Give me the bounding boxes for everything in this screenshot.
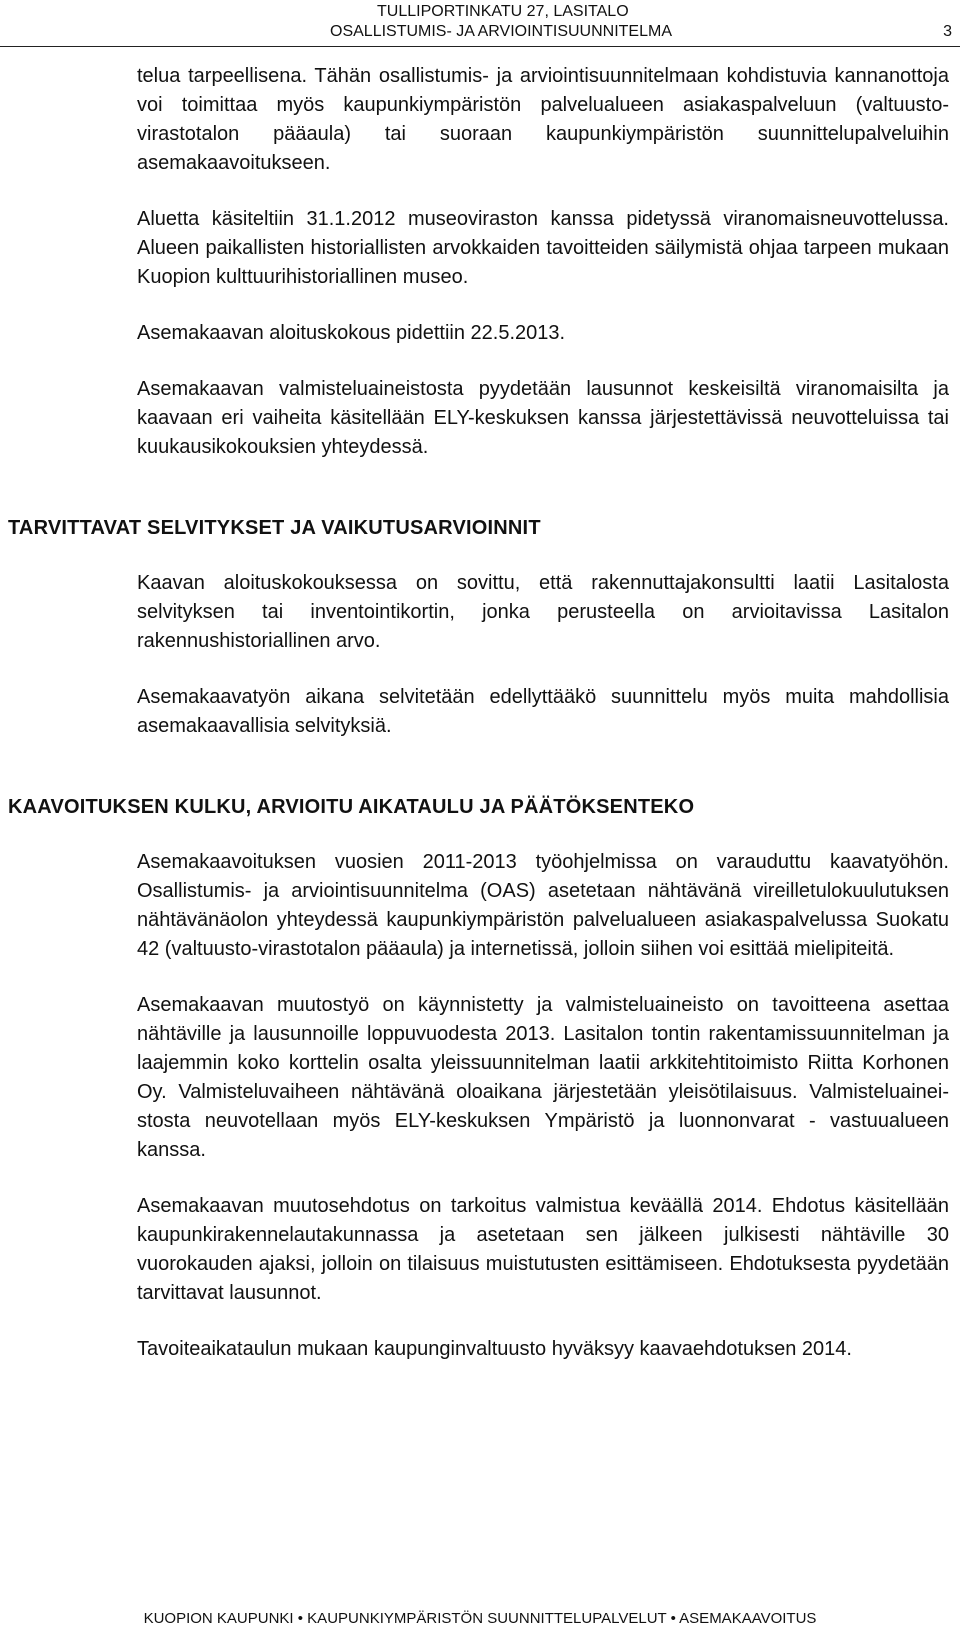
section2-paragraph-3: Asemakaavan muutosehdotus on tarkoitus valmistua keväällä 2014. Ehdotus käsitellään kaupunkirakennelautakunnassa ja asetetaan sen jälkeen julkisesti nähtäville 30 vuorokauden ajaksi, jolloin on tilaisuus muistutusten esittämiseen. Ehdotuksesta pyydetään tarvittavat lausunnot. bbox=[137, 1195, 949, 1304]
section1-paragraph-1: Kaavan aloituskokouksessa on sovittu, että rakennuttajakonsultti laatii Lasitalosta selvityksen tai inventointikortin, jonka perusteella on arvioitavissa Lasitalon rakennushistoriallinen arvo. bbox=[137, 572, 949, 652]
section2-paragraph-2: Asemakaavan muutostyö on käynnistetty ja valmisteluaineisto on tavoitteena asettaa nähtäville ja lausunnoille loppuvuodesta 2013. Lasitalon tontin rakentamissuunnitelman ja laajemmin koko korttelin osalta yleissuunnitelman laatii arkkitehtitoimisto Riitta Korhonen Oy. Valmisteluvaiheen nähtävänä oloaikana järjestetään yleisötilaisuus. Valmisteluaineistosta neuvotellaan myös ELY-keskuksen Ympäristö ja luonnonvarat - vastuualueen kanssa. bbox=[137, 994, 949, 1161]
section-heading-kaavoituksen-kulku: KAAVOITUKSEN KULKU, ARVIOITU AIKATAULU JA PÄÄTÖKSENTEKO bbox=[8, 796, 695, 818]
header-address: TULLIPORTINKATU 27, LASITALO bbox=[377, 3, 629, 20]
page-header bbox=[0, 0, 960, 48]
section1-paragraph-2: Asemakaavatyön aikana selvitetään edellyttääkö suunnittelu myös muita mahdollisia asemakaavallisia selvityksiä. bbox=[137, 686, 949, 737]
section-heading-selvitykset: TARVITTAVAT SELVITYKSET JA VAIKUTUSARVIOINNIT bbox=[8, 517, 541, 539]
intro-paragraph-2: Aluetta käsiteltiin 31.1.2012 museoviraston kanssa pidetyssä viranomaisneuvottelussa. Alueen paikallisten historiallisten arvokkaiden tavoitteiden säilymistä ohjaa tarpeen mukaan Kuopion kulttuurihistoriallinen museo. bbox=[137, 208, 949, 288]
document-body bbox=[0, 62, 960, 1391]
intro-paragraph-3: Asemakaavan aloituskokous pidettiin 22.5.2013. bbox=[137, 322, 566, 344]
page-footer: KUOPION KAUPUNKI • KAUPUNKIYMPÄRISTÖN SUUNNITTELUPALVELUT • ASEMAKAAVOITUS bbox=[143, 1610, 817, 1627]
intro-paragraph-4: Asemakaavan valmisteluaineistosta pyydetään lausunnot keskeisiltä viranomaisilta ja kaavaan eri vaiheita käsitellään ELY-keskuksen kanssa järjestettävissä neuvotteluissa tai kuukausikokouksien yhteydessä. bbox=[137, 378, 949, 458]
intro-paragraph-1: telua tarpeellisena. Tähän osallistumis- ja arviointisuunnitelmaan kohdistuvia kannanottoja voi toimittaa myös kaupunkiympäristön palvelualueen asiakaspalveluun (valtuusto-virastotalon pääaula) tai suoraan kaupunkiympäristön suunnittelupalveluihin asemakaavoitukseen. bbox=[137, 65, 949, 174]
section2-paragraph-4: Tavoiteaikataulun mukaan kaupunginvaltuusto hyväksyy kaavaehdotuksen 2014. bbox=[137, 1338, 852, 1360]
section2-paragraph-1: Asemakaavoituksen vuosien 2011-2013 työohjelmissa on varauduttu kaavatyöhön. Osallistumis- ja arviointisuunnitelma (OAS) asetetaan nähtävänä vireilletulokuulutuksen nähtävänäolon yhteydessä kaupunkiympäristön palvelualueen asiakaspalvelussa Suokatu 42 (valtuusto-virastotalon pääaula) ja internetissä, jolloin siihen voi esittää mielipiteitä. bbox=[137, 851, 949, 960]
header-document-title: OSALLISTUMIS- JA ARVIOINTISUUNNITELMA bbox=[330, 23, 672, 40]
header-divider bbox=[0, 46, 960, 47]
page-number: 3 bbox=[943, 23, 952, 40]
